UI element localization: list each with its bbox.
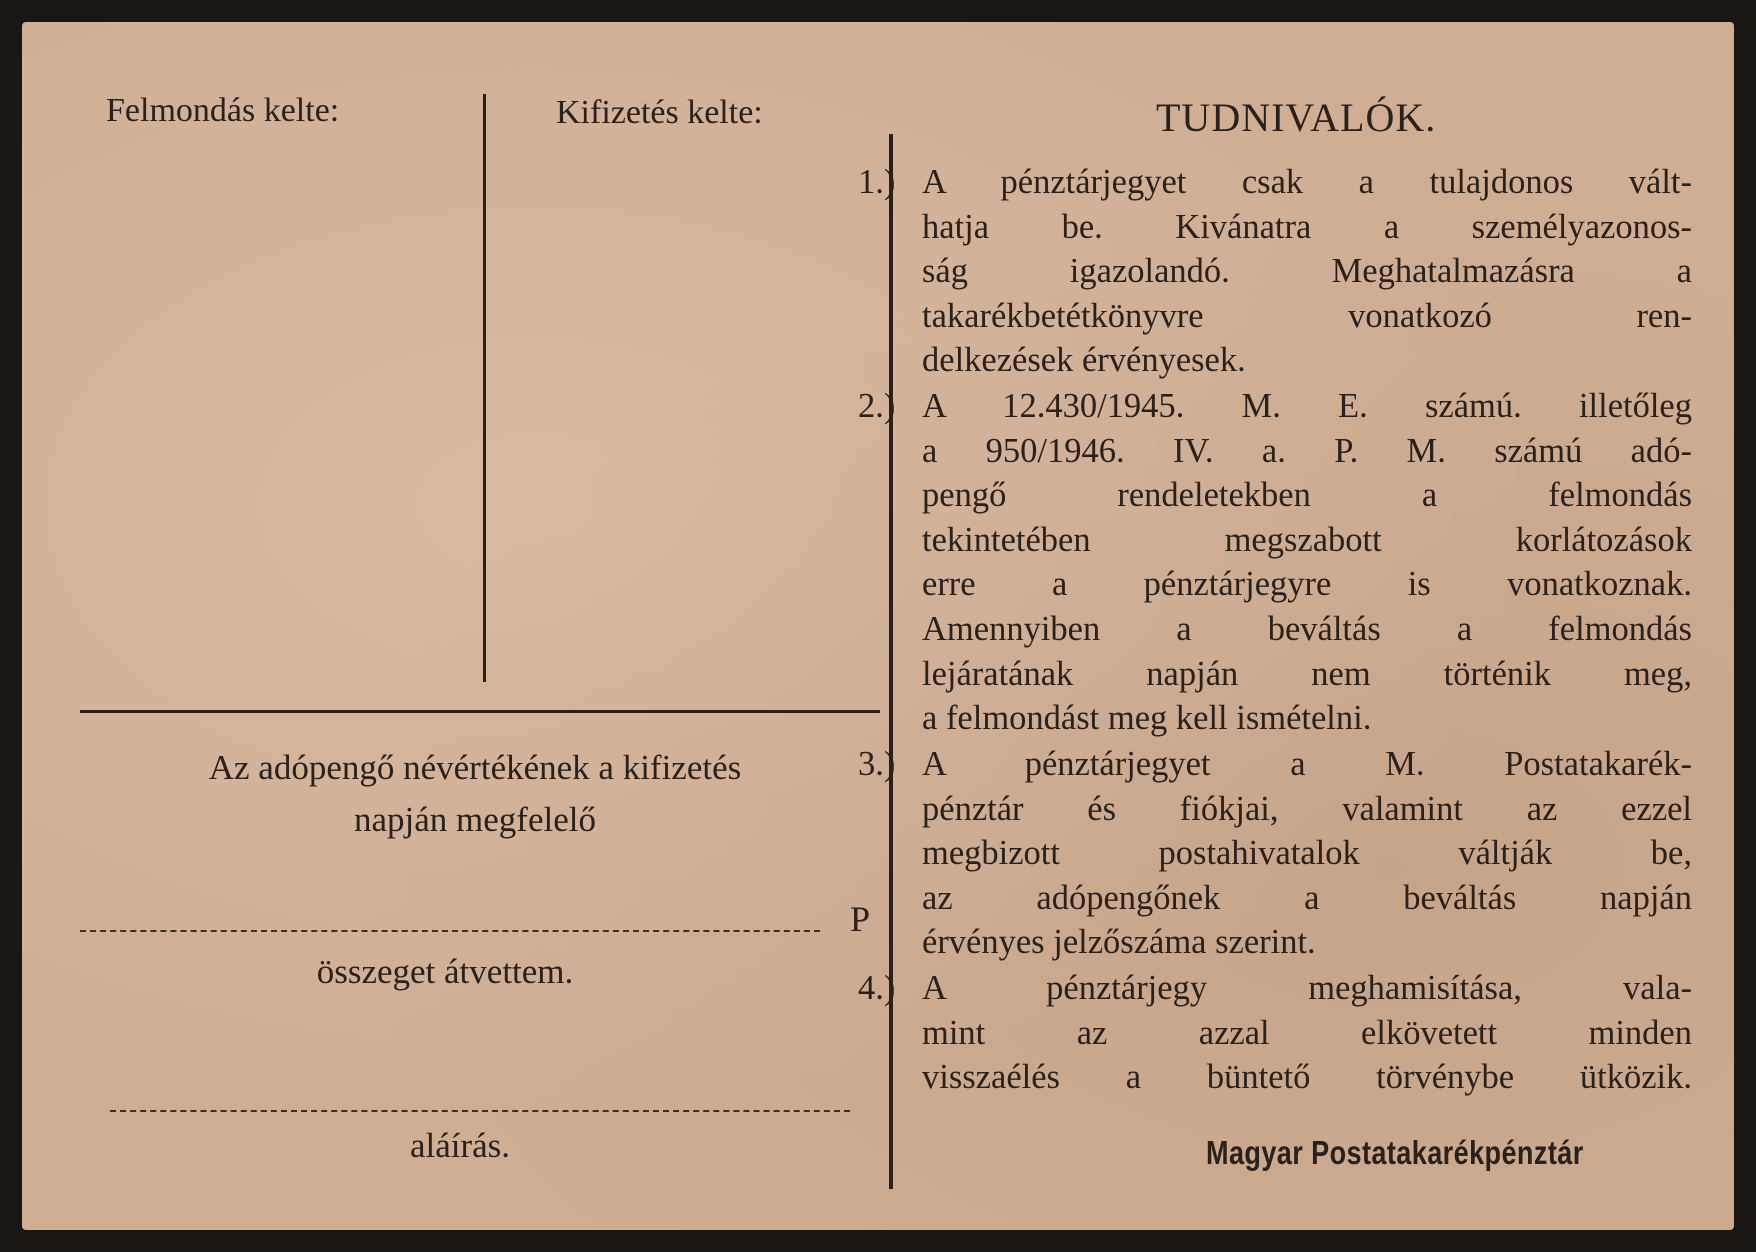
kifizetes-kelte-label: Kifizetés kelte: <box>556 94 763 131</box>
note-4-line: visszaélés a büntető törvénybe ütközik. <box>922 1058 1692 1097</box>
note-3-line: az adópengőnek a beváltás napján <box>922 878 1692 917</box>
felmondas-kelte-label: Felmondás kelte: <box>106 92 340 129</box>
note-1-line: hatja be. Kivánatra a személyazonos- <box>922 207 1692 246</box>
note-1-line: ság igazolandó. Meghatalmazásra a <box>922 252 1692 291</box>
note-4-line: A pénztárjegy meghamisítása, vala- <box>922 969 1692 1007</box>
note-3-line: pénztár és fiókjai, valamint az ezzel <box>922 789 1692 828</box>
left-column-divider <box>483 94 486 682</box>
note-2-line: a 950/1946. IV. a. P. M. számú adó- <box>922 431 1692 470</box>
note-2-number: 2.) <box>858 387 896 425</box>
main-column-divider <box>889 134 893 1189</box>
note-2-line: tekintetében megszabott korlátozások <box>922 520 1692 559</box>
note-4-line: mint az azzal elkövetett minden <box>922 1013 1692 1052</box>
note-2 <box>858 384 1692 741</box>
currency-mark: P <box>850 899 871 939</box>
note-1-line: takarékbetétkönyvre vonatkozó ren- <box>922 296 1692 335</box>
note-4-number: 4.) <box>858 969 896 1007</box>
note-2-line: A 12.430/1945. M. E. számú. illetőleg <box>922 387 1692 425</box>
note-3-line: megbizott postahivatalok váltják be, <box>922 834 1692 873</box>
note-3-line: A pénztárjegyet a M. Postatakarék- <box>922 745 1692 783</box>
note-3-line: érvényes jelzőszáma szerint. <box>922 923 1316 962</box>
signature-label: aláírás. <box>409 1126 511 1165</box>
note-1-line: A pénztárjegyet csak a tulajdonos vált- <box>922 163 1692 201</box>
received-text: összeget átvettem. <box>316 952 574 991</box>
note-1 <box>858 160 1692 383</box>
note-1-line: delkezések érvényesek. <box>922 341 1246 380</box>
notes-title: TUDNIVALÓK. <box>1156 95 1437 140</box>
note-2-line: erre a pénztárjegyre is vonatkoznak. <box>922 565 1692 604</box>
issuer-name: Magyar Postatakarékpénztár <box>1206 1134 1584 1171</box>
note-2-line: Amennyiben a beváltás a felmondás <box>922 609 1692 648</box>
amount-dotted-line <box>80 930 820 932</box>
signature-dotted-line <box>110 1110 850 1112</box>
note-3 <box>858 742 1692 965</box>
postal-savings-note-back <box>22 22 1734 1230</box>
note-2-line: lejáratának napján nem történik meg, <box>922 654 1692 693</box>
left-section-divider <box>80 710 880 713</box>
amount-text-line-1: Az adópengő névértékének a kifizetés <box>208 748 742 787</box>
note-4 <box>858 966 1692 1100</box>
note-2-line: a felmondást meg kell ismételni. <box>922 699 1372 738</box>
amount-text-line-2: napján megfelelő <box>354 800 596 839</box>
note-3-number: 3.) <box>858 745 896 783</box>
note-1-number: 1.) <box>858 163 896 201</box>
note-2-line: pengő rendeletekben a felmondás <box>922 476 1692 515</box>
